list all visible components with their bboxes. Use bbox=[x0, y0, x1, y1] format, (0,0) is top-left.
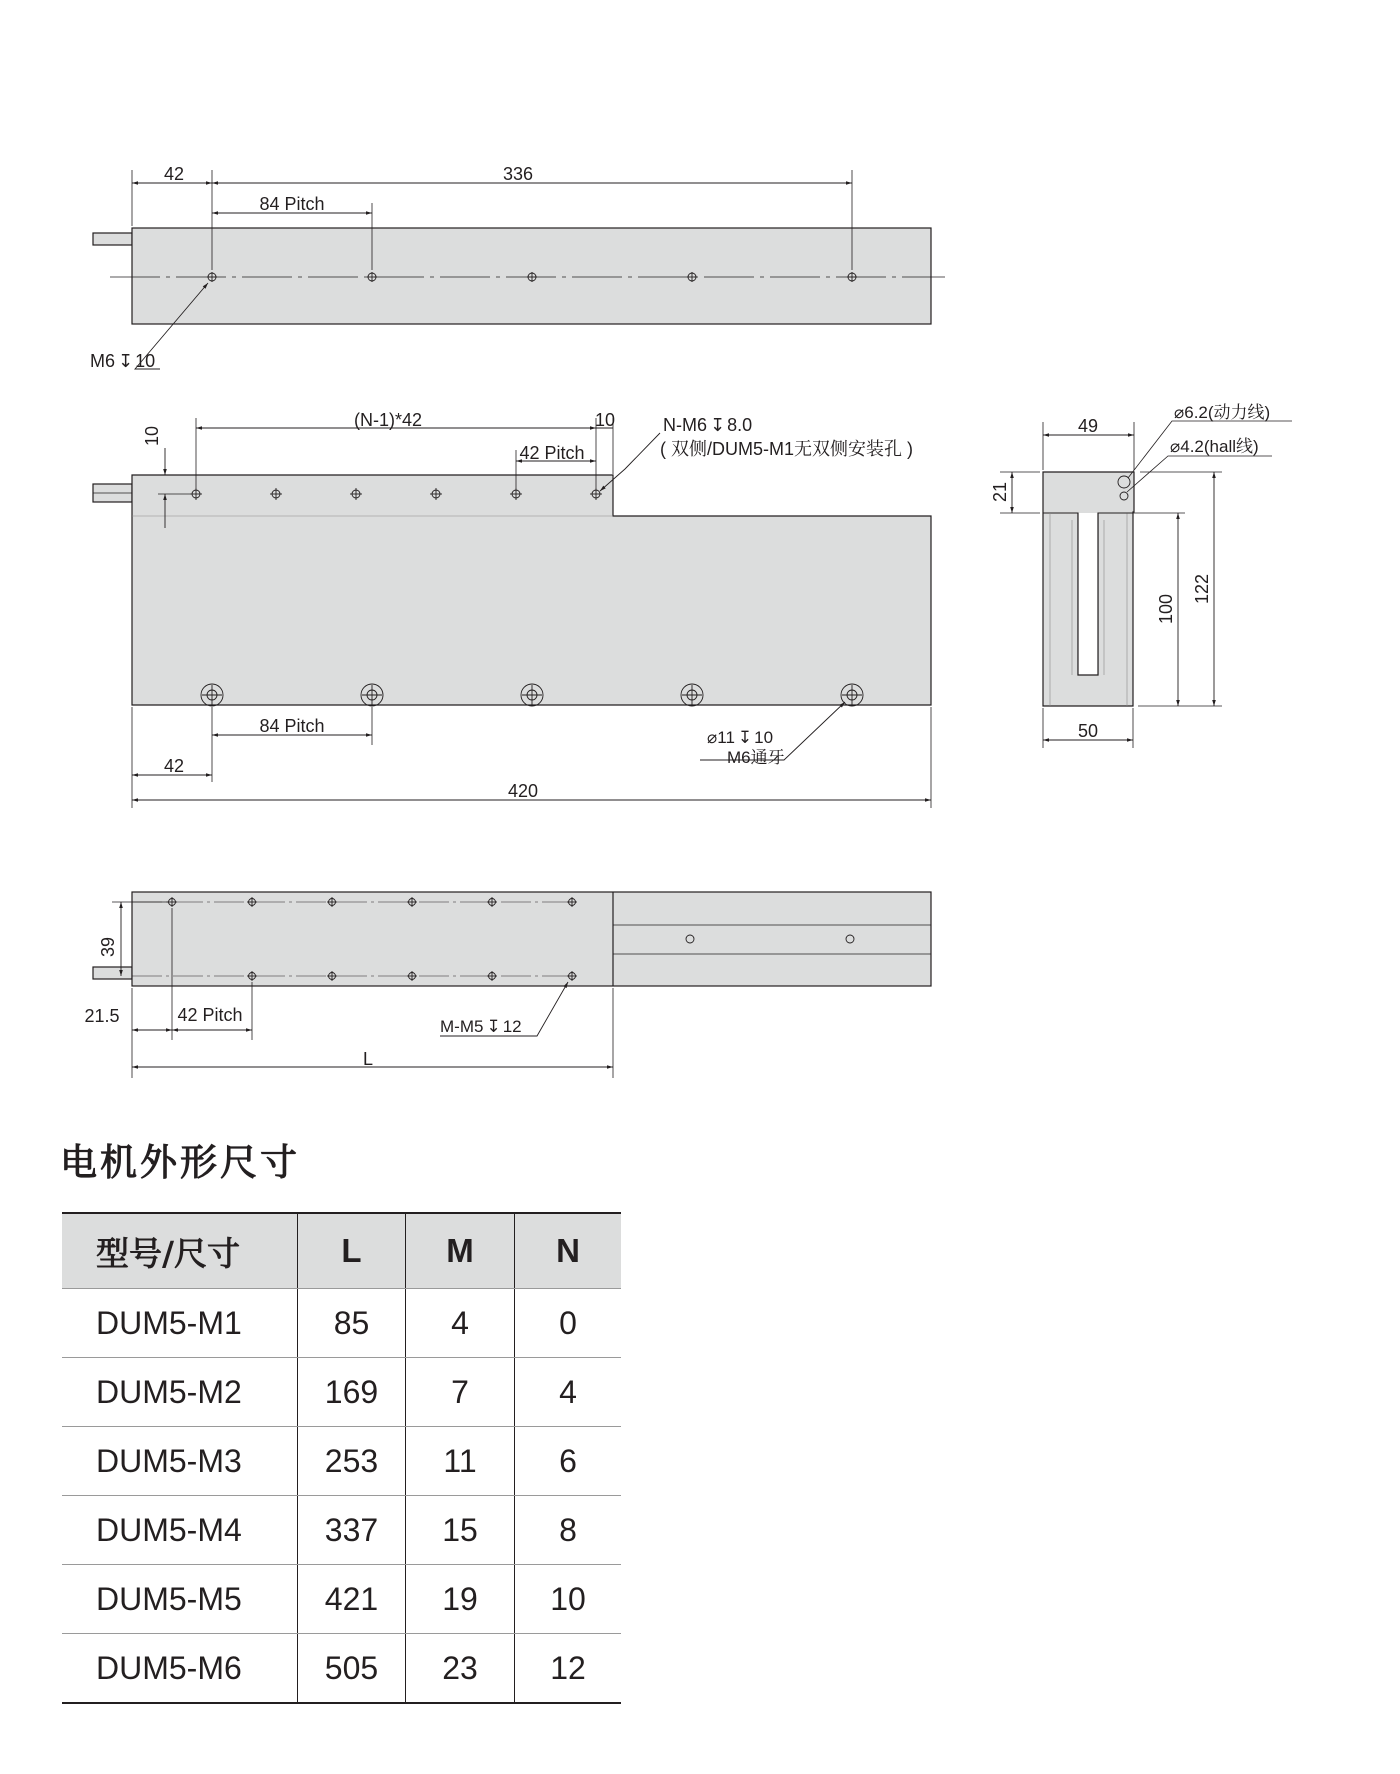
callout-bottom-depth: 10 bbox=[754, 728, 774, 747]
dim-top-336: 336 bbox=[502, 164, 534, 184]
header-m: M bbox=[406, 1213, 515, 1289]
cell-model: DUM5-M6 bbox=[62, 1634, 298, 1704]
cell-n: 10 bbox=[515, 1565, 622, 1634]
dim-bottom-39: 39 bbox=[98, 936, 118, 958]
dim-end-122: 122 bbox=[1192, 573, 1212, 605]
dim-bottom-l: L bbox=[362, 1049, 374, 1069]
callout-n-m6-prefix: N-M6 bbox=[663, 415, 707, 435]
cell-m: 19 bbox=[406, 1565, 515, 1634]
dim-side-bottom-42: 42 bbox=[163, 756, 185, 776]
table-header-row bbox=[62, 1213, 621, 1289]
cell-l: 337 bbox=[298, 1496, 406, 1565]
cell-l: 85 bbox=[298, 1289, 406, 1358]
callout-m-m5-depth: 12 bbox=[502, 1017, 522, 1036]
callout-power-cable-text: 6.2(动力线) bbox=[1184, 403, 1271, 422]
cell-model: DUM5-M1 bbox=[62, 1289, 298, 1358]
end-view bbox=[1000, 421, 1292, 748]
dimension-table bbox=[62, 1212, 621, 1704]
header-l: L bbox=[298, 1213, 406, 1289]
dim-side-end-10: 10 bbox=[594, 410, 616, 430]
dim-side-top-pitch: 42 Pitch bbox=[519, 443, 585, 463]
cell-m: 11 bbox=[406, 1427, 515, 1496]
leader-hall-cable bbox=[1127, 456, 1272, 492]
dim-end-49: 49 bbox=[1077, 416, 1099, 436]
cell-l: 253 bbox=[298, 1427, 406, 1496]
callout-top-m6 bbox=[90, 351, 155, 371]
dim-end-100: 100 bbox=[1156, 593, 1176, 625]
callout-bottom-holes bbox=[707, 728, 773, 747]
diameter-symbol-icon: ⌀ bbox=[1174, 403, 1185, 422]
diameter-symbol-icon: ⌀ bbox=[1170, 437, 1181, 456]
callout-n-m6 bbox=[663, 415, 752, 435]
table-row bbox=[62, 1634, 621, 1704]
dim-bottom-pitch: 42 Pitch bbox=[177, 1005, 243, 1025]
callout-m-m5 bbox=[440, 1017, 522, 1036]
side-view bbox=[93, 418, 931, 808]
table-row bbox=[62, 1358, 621, 1427]
cell-model: DUM5-M4 bbox=[62, 1496, 298, 1565]
header-model: 型号/尺寸 bbox=[62, 1213, 298, 1289]
cell-l: 169 bbox=[298, 1358, 406, 1427]
cell-n: 4 bbox=[515, 1358, 622, 1427]
top-view-body bbox=[132, 228, 931, 324]
cell-l: 505 bbox=[298, 1634, 406, 1704]
top-view bbox=[93, 170, 945, 369]
table-row bbox=[62, 1427, 621, 1496]
dim-side-bottom-pitch: 84 Pitch bbox=[259, 716, 325, 736]
cell-m: 4 bbox=[406, 1289, 515, 1358]
cell-m: 7 bbox=[406, 1358, 515, 1427]
cell-model: DUM5-M2 bbox=[62, 1358, 298, 1427]
side-view-body bbox=[132, 475, 931, 705]
callout-n-m6-note: ( 双侧/DUM5-M1无双侧安装孔 ) bbox=[660, 439, 913, 459]
callout-n-m6-depth: 8.0 bbox=[727, 415, 753, 435]
depth-symbol-icon: ↧ bbox=[486, 1017, 501, 1036]
depth-symbol-icon: ↧ bbox=[118, 351, 134, 371]
cable-stub-bottom bbox=[93, 967, 132, 979]
table-row bbox=[62, 1565, 621, 1634]
callout-hall-cable bbox=[1170, 437, 1259, 456]
callout-bottom-thread: M6通牙 bbox=[727, 748, 785, 767]
cell-n: 12 bbox=[515, 1634, 622, 1704]
callout-top-m6-prefix: M6 bbox=[90, 351, 116, 371]
cell-model: DUM5-M5 bbox=[62, 1565, 298, 1634]
cell-m: 15 bbox=[406, 1496, 515, 1565]
depth-symbol-icon: ↧ bbox=[710, 415, 726, 435]
cell-n: 0 bbox=[515, 1289, 622, 1358]
cell-model: DUM5-M3 bbox=[62, 1427, 298, 1496]
callout-power-cable bbox=[1174, 403, 1270, 422]
dim-end-50: 50 bbox=[1077, 721, 1099, 741]
callout-top-m6-depth: 10 bbox=[135, 351, 156, 371]
dim-end-21: 21 bbox=[990, 481, 1010, 503]
dim-side-pitch-span: (N-1)*42 bbox=[353, 410, 423, 430]
dim-top-pitch: 84 Pitch bbox=[259, 194, 325, 214]
header-n: N bbox=[515, 1213, 622, 1289]
bottom-view bbox=[93, 892, 931, 1078]
diameter-symbol-icon: ⌀ bbox=[707, 728, 718, 747]
table-row bbox=[62, 1496, 621, 1565]
cell-n: 6 bbox=[515, 1427, 622, 1496]
cell-l: 421 bbox=[298, 1565, 406, 1634]
callout-m-m5-prefix: M-M5 bbox=[440, 1017, 484, 1036]
table-row bbox=[62, 1289, 621, 1358]
callout-hall-cable-text: 4.2(hall线) bbox=[1180, 437, 1259, 456]
cable-stub bbox=[93, 233, 132, 245]
dim-top-42: 42 bbox=[163, 164, 185, 184]
dim-bottom-21-5: 21.5 bbox=[84, 1006, 120, 1026]
cell-m: 23 bbox=[406, 1634, 515, 1704]
dim-side-420: 420 bbox=[507, 781, 539, 801]
section-title: 电机外形尺寸 bbox=[60, 1141, 300, 1184]
depth-symbol-icon: ↧ bbox=[737, 728, 753, 747]
dim-side-10-vertical: 10 bbox=[142, 425, 162, 447]
cell-n: 8 bbox=[515, 1496, 622, 1565]
callout-bottom-dia: 11 bbox=[717, 728, 735, 747]
